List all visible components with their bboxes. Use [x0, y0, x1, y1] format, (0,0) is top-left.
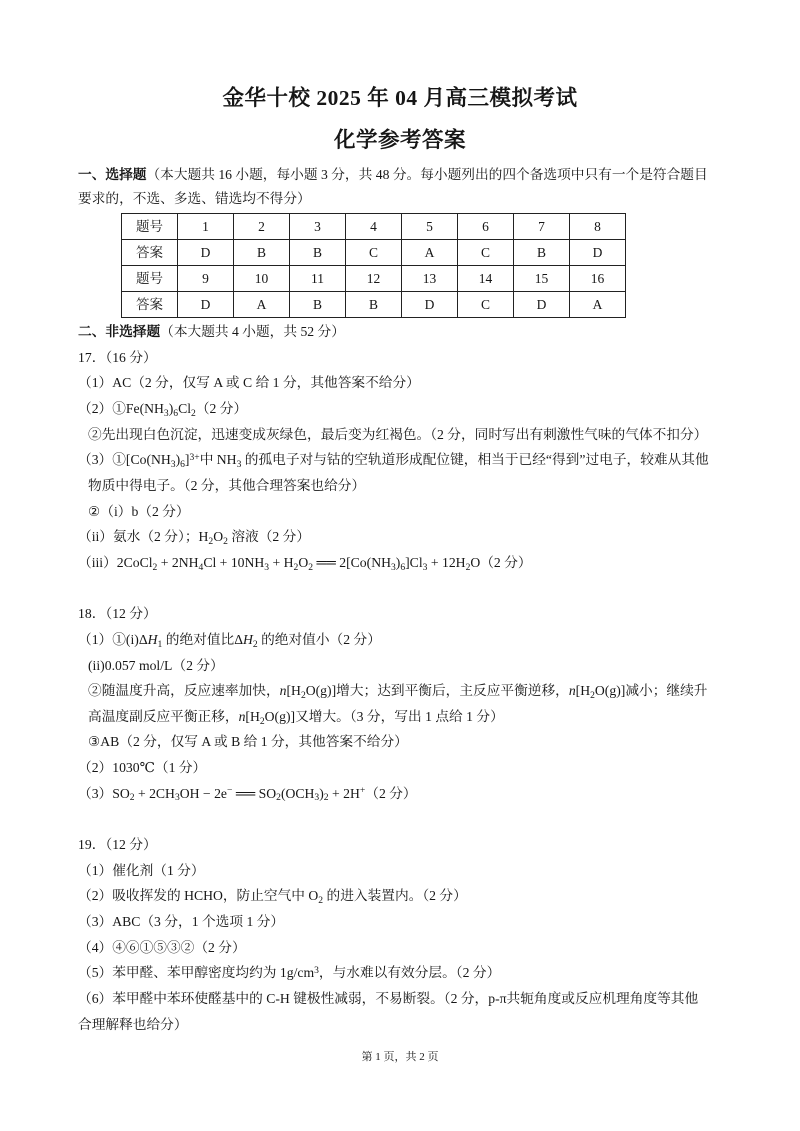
text-run: Cl + 10NH	[203, 554, 265, 570]
answer-line	[78, 678, 724, 704]
table-cell: 11	[290, 266, 346, 292]
subscript: 2	[152, 561, 158, 573]
answer-line	[78, 422, 724, 448]
table-row	[122, 214, 626, 240]
subscript: 2	[465, 561, 471, 573]
row-header: 答案	[122, 240, 178, 266]
section-note: （本大题共 4 小题，共 52 分）	[160, 324, 345, 339]
row-header: 题号	[122, 266, 178, 292]
text-run: + 12H	[427, 554, 466, 570]
text-run: O	[298, 554, 309, 570]
text-run: )	[175, 452, 181, 468]
text-run: 的进入装置内。（2 分）	[323, 888, 467, 904]
table-cell: D	[402, 292, 458, 318]
text-run: 的绝对值比Δ	[162, 631, 243, 647]
answer-line	[78, 781, 724, 807]
table-cell: 7	[514, 214, 570, 240]
answer-table	[121, 213, 626, 318]
text-run: O(g)]增大；达到平衡后，主反应平衡逆移，	[305, 683, 569, 699]
text-run: ]	[184, 452, 190, 468]
subscript: 2	[223, 535, 228, 547]
section-note: （本大题共 16 小题，每小题 3 分，共 48 分。每小题列出的四个备选项中只有一个是符合题目	[146, 167, 708, 182]
subscript: 2	[308, 561, 314, 573]
subscript: 3	[170, 458, 176, 470]
text-run: Cl	[178, 400, 192, 416]
table-cell: 5	[402, 214, 458, 240]
table-cell: B	[514, 240, 570, 266]
text-run: ②先出现白色沉淀，迅速变成灰绿色，最后变为红褐色。（2 分，同时写出有刺激性气味的气体不扣分）	[88, 426, 708, 442]
text-run: (OCH	[280, 785, 315, 801]
text-run: 高温度副反应平衡正移，	[88, 708, 239, 724]
section-non-choice	[78, 319, 724, 1037]
answer-line	[78, 1012, 724, 1038]
page-subtitle: 化学参考答案	[333, 128, 466, 152]
answer-line	[78, 986, 724, 1012]
table-row	[122, 292, 626, 318]
text-run: （3）①[Co(NH	[78, 452, 171, 468]
italic-symbol: n	[568, 683, 576, 699]
text-run: [H	[286, 683, 301, 699]
subscript: 2	[252, 638, 258, 650]
text-run: O(g)]减小；继续升	[594, 683, 708, 699]
answer-line	[78, 370, 724, 396]
italic-symbol: H	[147, 631, 158, 647]
table-cell: 6	[458, 214, 514, 240]
table-cell: D	[178, 292, 234, 318]
table-cell: C	[458, 240, 514, 266]
subscript: 1	[157, 638, 163, 650]
text-run: 溶液（2 分）	[227, 529, 311, 545]
text-run: （4）④⑥①⑤③②（2 分）	[78, 939, 246, 955]
table-cell: 3	[290, 214, 346, 240]
table-cell: 9	[178, 266, 234, 292]
text-run: + 2NH	[157, 554, 199, 570]
answer-line	[78, 627, 724, 653]
subscript: 2	[208, 535, 214, 547]
text-run: （2）①Fe(NH	[78, 400, 164, 416]
text-run: )	[319, 785, 324, 801]
answer-line	[78, 473, 724, 499]
subscript: 2	[276, 792, 281, 804]
text-run: （5）苯甲醛、苯甲醇密度均约为 1g/cm	[78, 965, 315, 981]
table-cell: A	[234, 292, 290, 318]
answer-line	[78, 729, 724, 755]
text-run: ，与水难以有效分层。（2 分）	[318, 965, 501, 981]
subscript: 3	[174, 792, 180, 804]
spacer	[78, 576, 724, 602]
table-cell: 15	[514, 266, 570, 292]
text-run: O(g)]又增大。（3 分，写出 1 点给 1 分）	[264, 708, 504, 724]
text-run: (ii)0.057 mol/L（2 分）	[88, 657, 224, 673]
page-number: 第 1 页，共 2 页	[361, 1051, 439, 1063]
subscript: 3	[236, 458, 242, 470]
italic-symbol: H	[243, 631, 253, 647]
text-run: （ii）氨水（2 分）；H	[78, 529, 209, 545]
text-run: （1）①(i)Δ	[78, 631, 148, 647]
answer-line	[78, 935, 724, 961]
text-run: 的绝对值小（2 分）	[257, 631, 381, 647]
text-run: （2）吸收挥发的 HCHO，防止空气中 O	[78, 888, 319, 904]
subscript: 3	[314, 792, 320, 804]
text-run: （3）SO	[78, 785, 130, 801]
subscript: 2	[191, 407, 196, 419]
table-cell: B	[234, 240, 290, 266]
subscript: 6	[173, 407, 179, 419]
italic-symbol: n	[238, 708, 246, 724]
answer-line	[78, 704, 724, 730]
text-run: （1）催化剂（1 分）	[78, 862, 205, 878]
text-run: 的孤电子对与钴的空轨道形成配位键，相当于已经“得到”过电子，较难从其他	[241, 452, 709, 468]
subscript: 4	[198, 561, 204, 573]
superscript: 3	[314, 965, 319, 977]
text-run: ③AB（2 分，仅写 A 或 B 给 1 分，其他答案不给分）	[88, 734, 408, 750]
section-heading	[78, 319, 724, 345]
row-header: 答案	[122, 292, 178, 318]
text-run: ]Cl	[405, 554, 423, 570]
superscript: −	[227, 785, 233, 797]
subscript: 2	[323, 792, 329, 804]
table-cell: 10	[234, 266, 290, 292]
answer-line	[78, 396, 724, 422]
table-cell: B	[290, 292, 346, 318]
superscript: 3+	[189, 451, 200, 463]
question-title: 18．（12 分）	[78, 606, 157, 622]
spacer	[78, 806, 724, 832]
italic-symbol: n	[279, 683, 287, 699]
table-cell: A	[570, 292, 626, 318]
text-run: ══ 2[Co(NH	[313, 554, 391, 570]
answer-line	[78, 550, 724, 576]
text-run: [H	[575, 683, 591, 699]
text-run: （iii）2CoCl	[78, 554, 153, 570]
subscript: 6	[400, 561, 406, 573]
text-run: O（2 分）	[470, 554, 532, 570]
section-title: 二、非选择题	[78, 324, 161, 339]
subscript: 2	[129, 792, 135, 804]
table-row	[122, 266, 626, 292]
text-run: + 2CH	[134, 785, 175, 801]
answer-line	[78, 755, 724, 781]
answer-line	[78, 883, 724, 909]
page-title: 金华十校 2025 年 04 月高三模拟考试	[222, 86, 578, 110]
question-title: 17．（16 分）	[78, 349, 157, 365]
subscript: 2	[590, 689, 595, 701]
table-cell: D	[178, 240, 234, 266]
table-cell: 12	[346, 266, 402, 292]
table-cell: 14	[458, 266, 514, 292]
text-run: （2 分）	[195, 400, 248, 416]
answer-line	[78, 960, 724, 986]
text-run: ②随温度升高，反应速率加快，	[88, 683, 280, 699]
text-run: O	[213, 529, 224, 545]
text-run: [H	[245, 708, 260, 724]
superscript: +	[359, 785, 366, 797]
text-run: （6）苯甲醛中苯环使醛基中的 C-H 键极性减弱，不易断裂。（2 分，p-π共轭角度或反应机理角度等其他	[78, 991, 699, 1007]
section-note-continued: 要求的，不选、多选、错选均不得分）	[78, 191, 311, 206]
table-row	[122, 240, 626, 266]
table-cell: 8	[570, 214, 626, 240]
subscript: 2	[300, 689, 306, 701]
subscript: 3	[264, 561, 270, 573]
table-cell: A	[402, 240, 458, 266]
text-run: （2 分）	[365, 785, 417, 801]
subscript: 2	[259, 715, 265, 727]
answer-line	[78, 858, 724, 884]
text-run: 中 NH	[199, 452, 237, 468]
row-header: 题号	[122, 214, 178, 240]
answer-line	[78, 653, 724, 679]
text-run: （3）ABC（3 分，1 个选项 1 分）	[78, 914, 285, 930]
table-cell: 16	[570, 266, 626, 292]
table-cell: 4	[346, 214, 402, 240]
table-cell: 1	[178, 214, 234, 240]
subscript: 2	[318, 895, 324, 907]
answer-line	[78, 909, 724, 935]
table-cell: D	[570, 240, 626, 266]
table-cell: 2	[234, 214, 290, 240]
subscript: 6	[180, 458, 185, 470]
text-run: （1）AC（2 分，仅写 A 或 C 给 1 分，其他答案不给分）	[78, 375, 420, 391]
text-run: + H	[269, 554, 294, 570]
text-run: 合理解释也给分）	[78, 1016, 188, 1032]
table-cell: D	[514, 292, 570, 318]
subscript: 3	[163, 407, 169, 419]
text-run: ══ SO	[232, 785, 277, 801]
text-run: )	[168, 400, 174, 416]
subscript: 2	[293, 561, 299, 573]
table-cell: B	[290, 240, 346, 266]
table-cell: 13	[402, 266, 458, 292]
section-title: 一、选择题	[78, 167, 147, 182]
text-run: 物质中得电子。（2 分，其他合理答案也给分）	[88, 477, 366, 493]
text-run: ②（i）b（2 分）	[88, 503, 190, 519]
subscript: 3	[390, 561, 396, 573]
text-run: （2）1030℃（1 分）	[78, 760, 207, 776]
answer-line	[78, 524, 724, 550]
text-run: )	[395, 554, 401, 570]
table-cell: B	[346, 292, 402, 318]
section-heading	[78, 163, 724, 187]
table-cell: C	[458, 292, 514, 318]
answer-line	[78, 447, 724, 473]
text-run: OH − 2e	[179, 785, 227, 801]
answer-line	[78, 499, 724, 525]
question-title: 19．（12 分）	[78, 837, 157, 853]
text-run: + 2H	[328, 785, 360, 801]
subscript: 3	[422, 561, 428, 573]
table-cell: C	[346, 240, 402, 266]
section-multiple-choice	[78, 163, 724, 211]
